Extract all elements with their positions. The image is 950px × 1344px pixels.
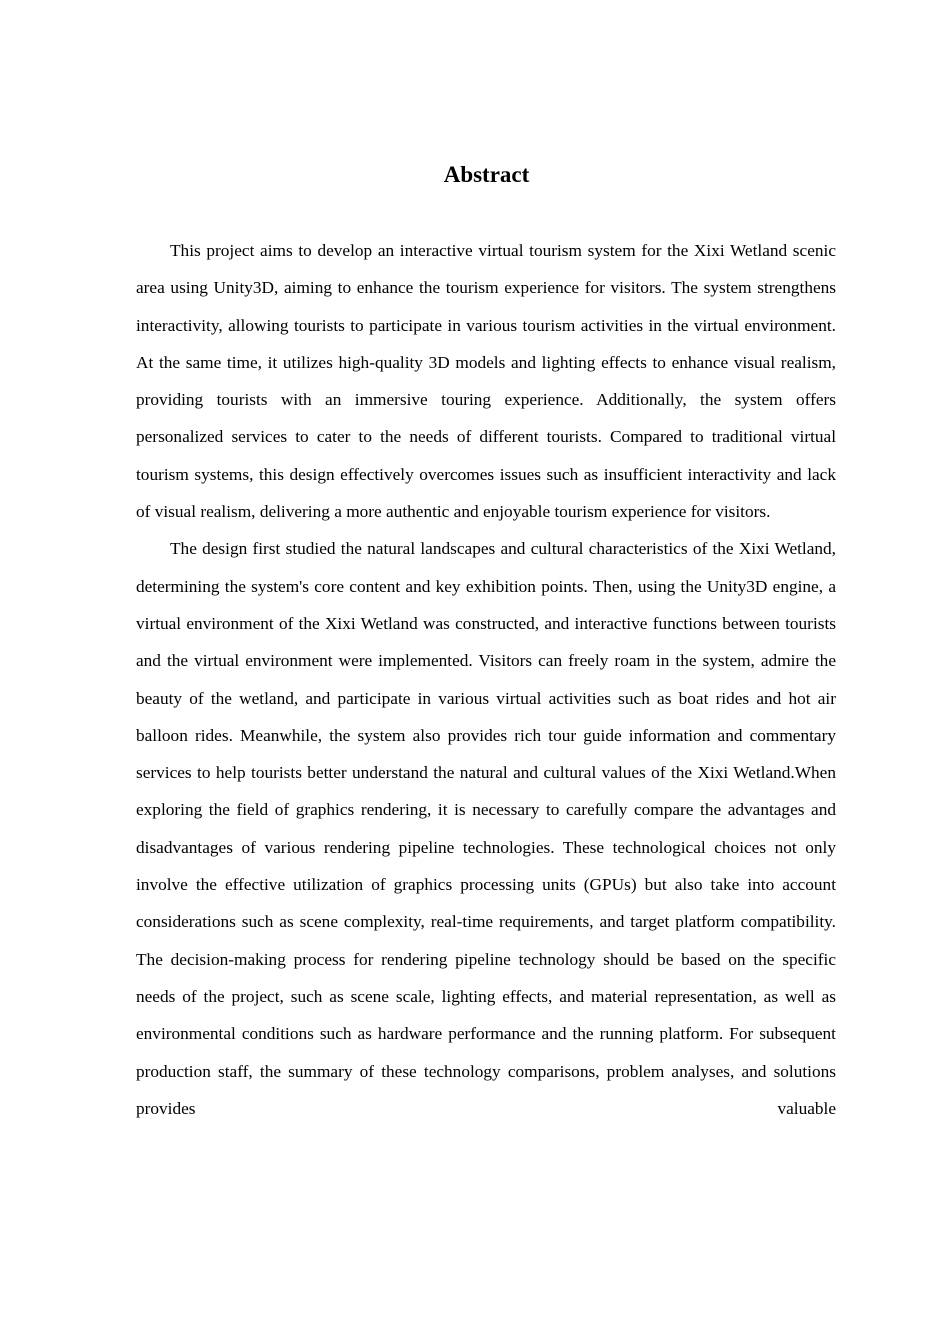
- abstract-paragraph-2: The design first studied the natural landscapes and cultural characteristics of the Xixi Wetland, determining the system's core content and key exhibition points. Then, using the Unity3D engine, a virtual environment of the Xixi Wetland was constructed, and interactive functions between tourists and the virtual environment were implemented. Visitors can freely roam in the system, admire the beauty of the wetland, and participate in various virtual activities such as boat rides and hot air balloon rides. Meanwhile, the system also provides rich tour guide information and commentary services to help tourists better understand the natural and cultural values of the Xixi Wetland.When exploring the field of graphics rendering, it is necessary to carefully compare the advantages and disadvantages of various rendering pipeline technologies. These technological choices not only involve the effective utilization of graphics processing units (GPUs) but also take into account considerations such as scene complexity, real-time requirements, and target platform compatibility. The decision-making process for rendering pipeline technology should be based on the specific needs of the project, such as scene scale, lighting effects, and material representation, as well as environmental conditions such as hardware performance and the running platform. For subsequent production staff, the summary of these technology comparisons, problem analyses, and solutions provides valuable: [136, 539, 836, 1118]
- abstract-paragraph-1: This project aims to develop an interactive virtual tourism system for the Xixi Wetland scenic area using Unity3D, aiming to enhance the tourism experience for visitors. The system strengthens interactivity, allowing tourists to participate in various tourism activities in the virtual environment. At the same time, it utilizes high-quality 3D models and lighting effects to enhance visual realism, providing tourists with an immersive touring experience. Additionally, the system offers personalized services to cater to the needs of different tourists. Compared to traditional virtual tourism systems, this design effectively overcomes issues such as insufficient interactivity and lack of visual realism, delivering a more authentic and enjoyable tourism experience for visitors.: [136, 241, 836, 522]
- abstract-title: Abstract: [443, 162, 530, 187]
- abstract-body: [136, 232, 836, 1127]
